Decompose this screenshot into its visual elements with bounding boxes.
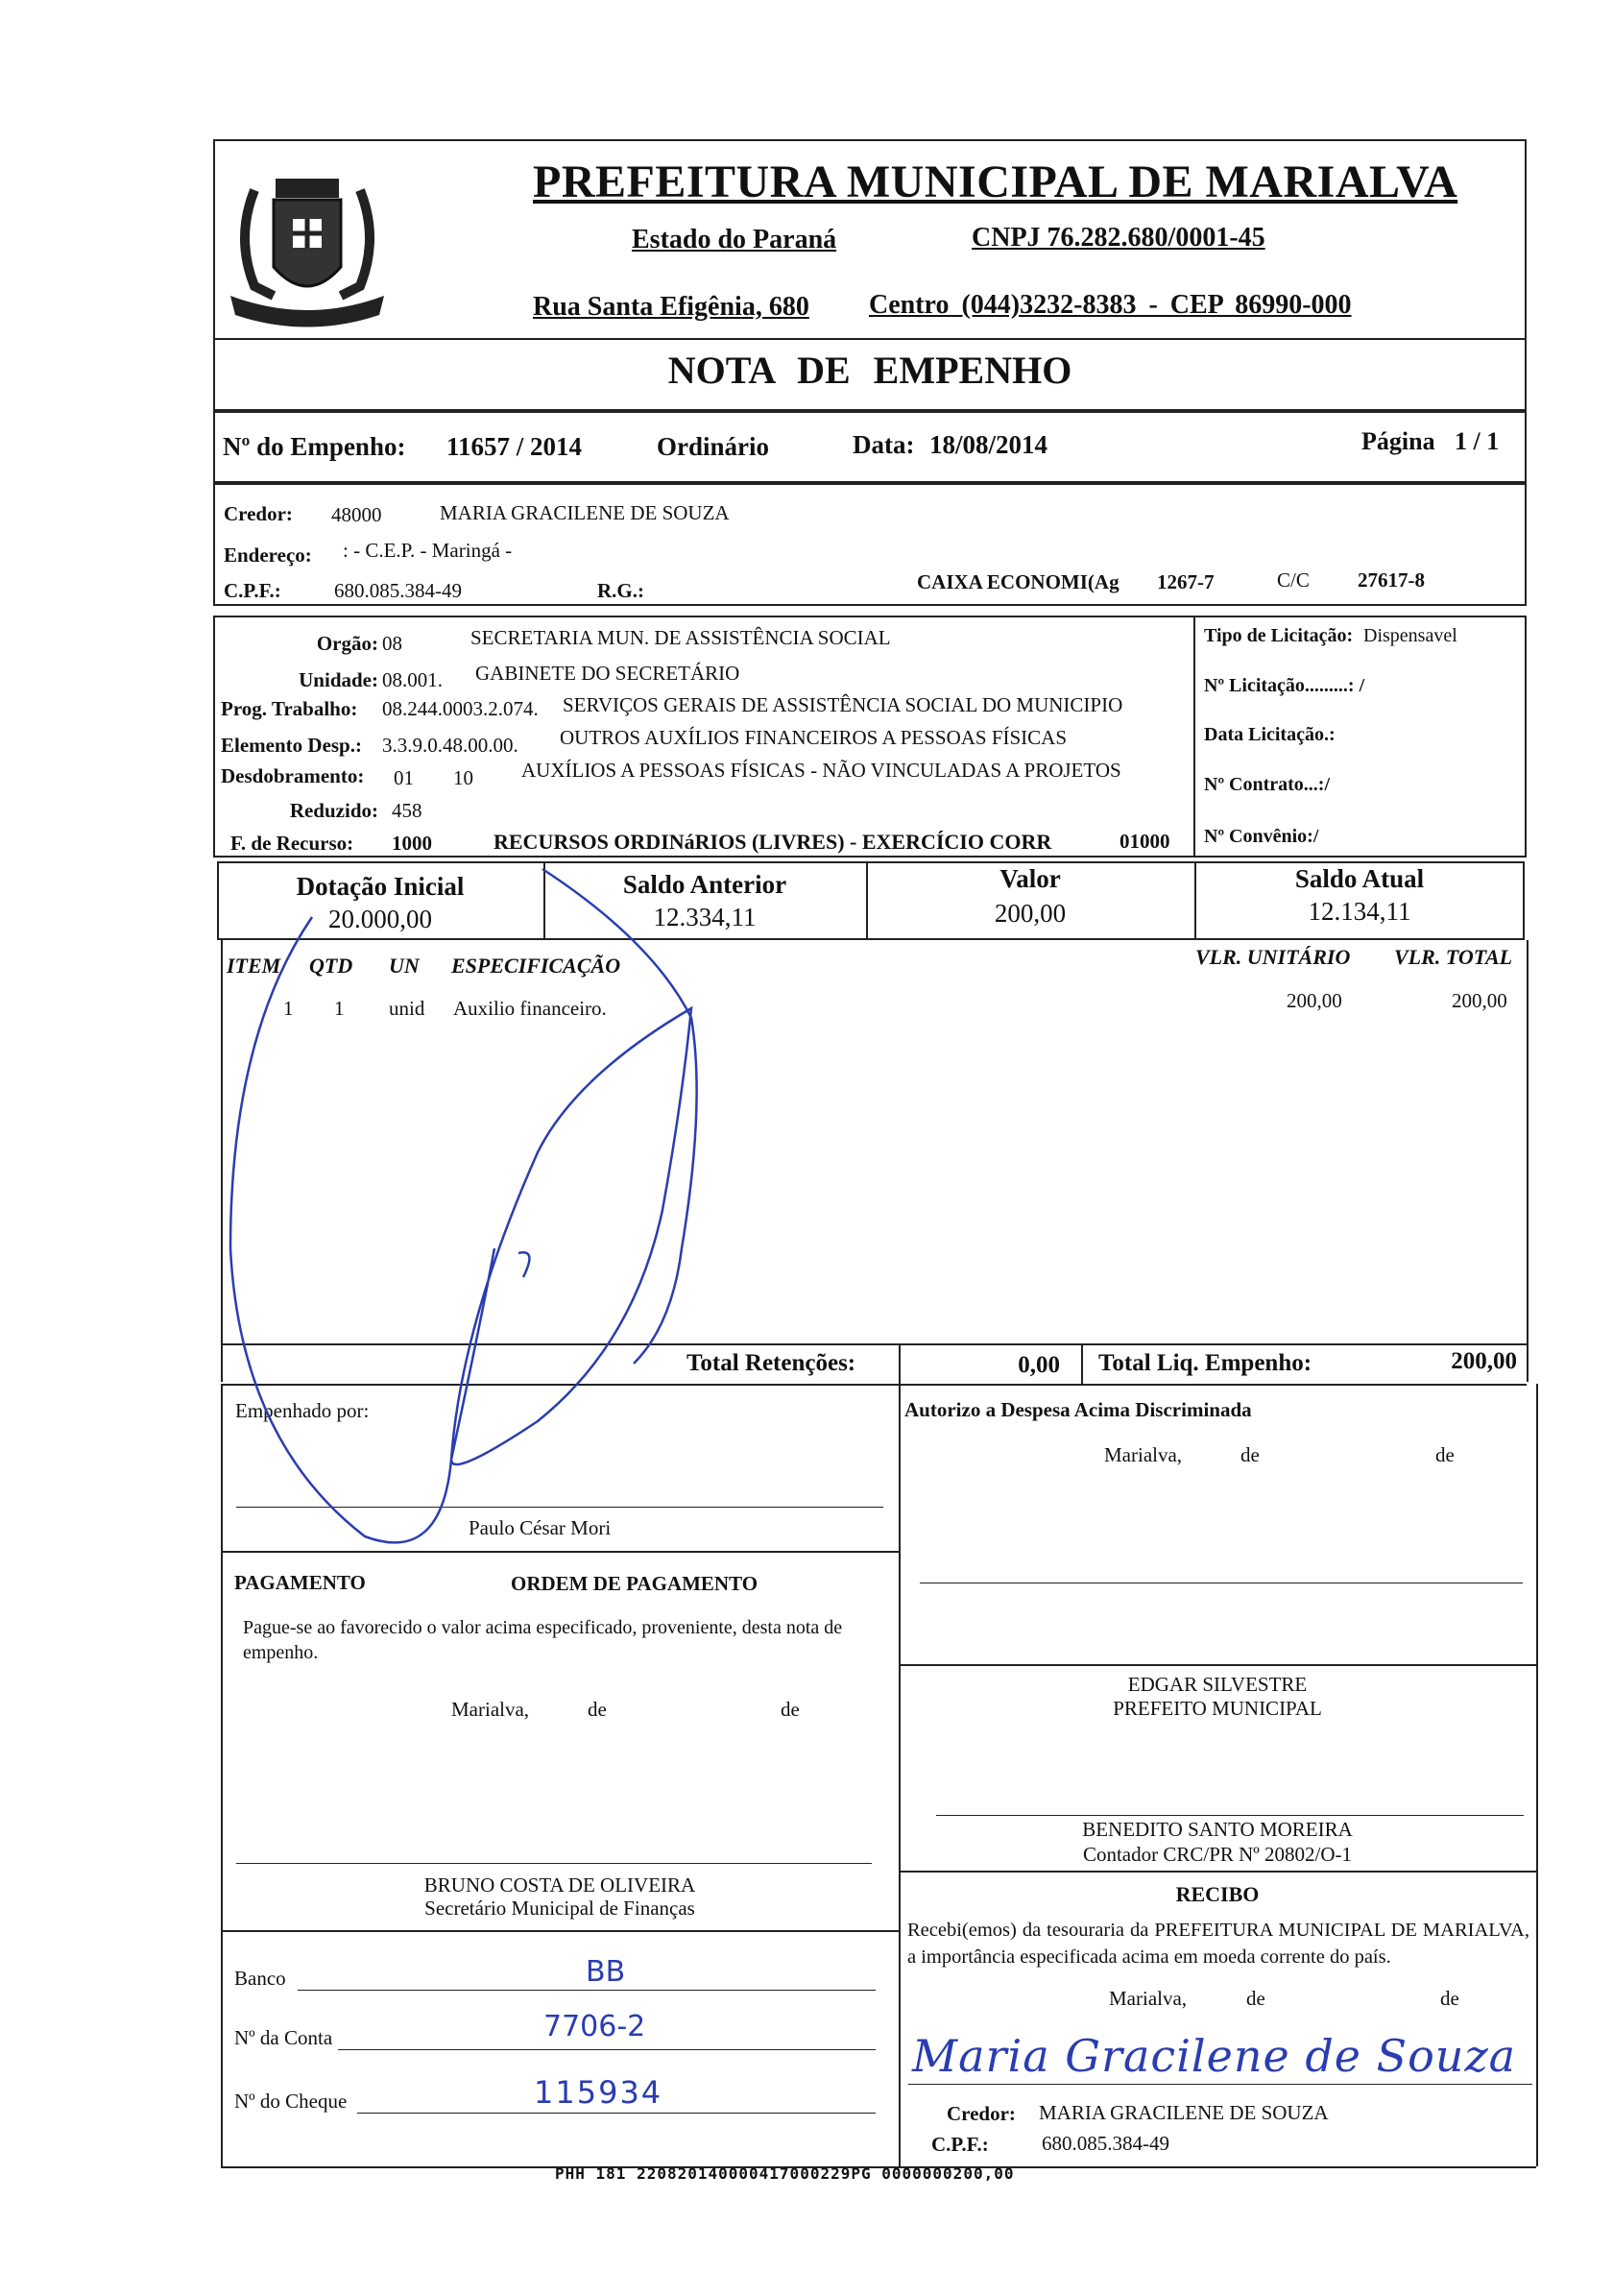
recurso-name: RECURSOS ORDINáRIOS (LIVRES) - EXERCÍCIO CORR	[494, 830, 1052, 854]
rg-label: R.G.:	[597, 579, 644, 602]
endereco-label: Endereço:	[224, 544, 312, 567]
pagamento-label: PAGAMENTO	[234, 1571, 366, 1594]
contador-name: BENEDITO SANTO MOREIRA	[1082, 1818, 1353, 1841]
pagamento-de1: de	[588, 1698, 607, 1721]
document-title: NOTA DE EMPENHO	[667, 349, 1072, 392]
pagamento-de2: de	[781, 1698, 800, 1721]
recurso-code: 1000	[392, 832, 432, 855]
municipality-title: PREFEITURA MUNICIPAL DE MARIALVA	[533, 157, 1458, 207]
cc-label: C/C	[1277, 568, 1310, 592]
credor-name: MARIA GRACILENE DE SOUZA	[440, 501, 730, 524]
state-name: Estado do Paraná	[632, 225, 837, 254]
recurso-sub: 01000	[1119, 830, 1170, 853]
elemento-name: OUTROS AUXÍLIOS FINANCEIROS A PESSOAS FÍSICAS	[560, 726, 1068, 749]
empenhado-name: Paulo César Mori	[469, 1516, 612, 1539]
secretary-title: Secretário Municipal de Finanças	[424, 1897, 695, 1920]
saldo-atual-value: 12.134,11	[1308, 897, 1411, 926]
district-phone-cep: Centro (044)3232-8383 - CEP 86990-000	[869, 290, 1352, 320]
empenho-number-label: Nº do Empenho:	[223, 432, 406, 461]
contador-title: Contador CRC/PR Nº 20802/O-1	[1082, 1843, 1353, 1866]
empenho-date: 18/08/2014	[929, 430, 1048, 459]
page-number: 1 / 1	[1455, 427, 1500, 455]
cnpj: CNPJ 76.282.680/0001-45	[972, 223, 1265, 253]
item-un: unid	[389, 997, 425, 1020]
valor-value: 200,00	[994, 899, 1067, 928]
prog-name: SERVIÇOS GERAIS DE ASSISTÊNCIA SOCIAL DO MUNICIPIO	[563, 693, 1123, 716]
endereco-value: : - C.E.P. - Maringá -	[343, 539, 513, 562]
recibo-cpf-label: C.P.F.:	[931, 2133, 989, 2156]
orgao-code: 08	[382, 632, 402, 655]
reduzido-label: Reduzido:	[289, 799, 378, 822]
reduzido-value: 458	[392, 799, 422, 822]
saldo-anterior-label: Saldo Anterior	[622, 870, 787, 899]
item-number: 1	[283, 997, 294, 1020]
cpf-value: 680.085.384-49	[334, 579, 462, 602]
desdobramento-code: 01	[394, 766, 414, 789]
cc-account: 27617-8	[1358, 568, 1425, 592]
conta-label: Nº da Conta	[234, 2026, 333, 2049]
col-qtd: QTD	[309, 954, 353, 978]
orgao-label: Orgão:	[316, 632, 378, 655]
creditor-signature: Maria Gracilene de Souza	[912, 2030, 1517, 2082]
desdobramento-sub: 10	[453, 766, 473, 789]
page-label: Página	[1361, 427, 1435, 455]
ordem-pagamento-label: ORDEM DE PAGAMENTO	[511, 1572, 758, 1595]
desdobramento-label: Desdobramento:	[221, 764, 365, 787]
saldo-atual-label: Saldo Atual	[1294, 864, 1425, 893]
convenio-label: Nº Convênio:/	[1204, 826, 1319, 847]
credor-label: Credor:	[224, 502, 293, 525]
prog-code: 08.244.0003.2.074.	[382, 697, 539, 720]
municipal-coat-of-arms-icon	[216, 152, 398, 334]
item-vlr-total: 200,00	[1452, 989, 1507, 1012]
recibo-credor-label: Credor:	[947, 2102, 1016, 2125]
total-retencoes-value: 0,00	[1018, 1352, 1060, 1378]
licitacao-date-label: Data Licitação.:	[1204, 724, 1336, 745]
mayor-title: PREFEITO MUNICIPAL	[1113, 1697, 1322, 1720]
unidade-label: Unidade:	[299, 668, 378, 691]
autorizo-de2: de	[1435, 1443, 1455, 1466]
item-vlr-unitario: 200,00	[1287, 989, 1342, 1012]
cheque-label: Nº do Cheque	[234, 2090, 348, 2113]
recibo-cpf: 680.085.384-49	[1042, 2132, 1169, 2155]
elemento-label: Elemento Desp.:	[221, 734, 362, 757]
empenho-type: Ordinário	[657, 432, 770, 461]
col-especificacao: ESPECIFICAÇÃO	[451, 954, 621, 978]
banco-value: BB	[586, 1955, 626, 1989]
autorizo-de1: de	[1240, 1443, 1260, 1466]
elemento-code: 3.3.9.0.48.00.00.	[382, 734, 518, 757]
footer-code: PHH 181 220820140000417000229PG 0000000200,00	[555, 2164, 1015, 2183]
item-qtd: 1	[334, 997, 345, 1020]
bank-name: CAIXA ECONOMI(Ag	[917, 570, 1119, 593]
recibo-title: RECIBO	[1175, 1882, 1260, 1906]
cheque-value: 115934	[534, 2074, 663, 2111]
desdobramento-name: AUXÍLIOS A PESSOAS FÍSICAS - NÃO VINCULADAS A PROJETOS	[521, 759, 1121, 782]
col-vlr-total: VLR. TOTAL	[1394, 945, 1513, 969]
mayor-name: EDGAR SILVESTRE	[1127, 1673, 1308, 1696]
item-especificacao: Auxilio financeiro.	[453, 997, 607, 1020]
pagamento-place: Marialva,	[451, 1698, 530, 1721]
licitacao-number-label: Nº Licitação.........: /	[1204, 675, 1365, 696]
valor-label: Valor	[999, 864, 1061, 893]
recibo-de2: de	[1440, 1987, 1459, 2010]
conta-value: 7706-2	[543, 2010, 646, 2043]
saldo-anterior-value: 12.334,11	[653, 903, 757, 931]
dotacao-label: Dotação Inicial	[296, 872, 465, 901]
pagamento-text: Pague-se ao favorecido o valor acima especificado, proveniente, desta nota de empenho.	[243, 1617, 843, 1663]
orgao-name: SECRETARIA MUN. DE ASSISTÊNCIA SOCIAL	[470, 626, 891, 649]
col-un: UN	[389, 954, 420, 978]
licitacao-type-label: Tipo de Licitação:	[1204, 625, 1354, 646]
recibo-place: Marialva,	[1109, 1987, 1188, 2010]
recibo-de1: de	[1246, 1987, 1265, 2010]
recibo-text: Recebi(emos) da tesouraria da PREFEITURA MUNICIPAL DE MARIALVA, a importância especificada acima em moeda corrente do país.	[907, 1920, 1529, 1968]
dotacao-value: 20.000,00	[328, 905, 432, 933]
banco-label: Banco	[234, 1967, 286, 1990]
unidade-code: 08.001.	[382, 668, 443, 691]
empenhado-label: Empenhado por:	[235, 1399, 370, 1422]
empenho-number: 11657 / 2014	[446, 432, 583, 461]
recurso-label: F. de Recurso:	[230, 832, 354, 855]
contrato-label: Nº Contrato...:/	[1204, 774, 1331, 795]
total-liq-label: Total Liq. Empenho:	[1098, 1350, 1312, 1376]
total-liq-value: 200,00	[1451, 1348, 1517, 1374]
autorizo-place: Marialva,	[1104, 1443, 1183, 1466]
credor-code: 48000	[331, 503, 382, 526]
cpf-label: C.P.F.:	[224, 579, 281, 602]
recibo-credor-name: MARIA GRACILENE DE SOUZA	[1039, 2101, 1329, 2124]
autorizo-label: Autorizo a Despesa Acima Discriminada	[904, 1398, 1252, 1421]
unidade-name: GABINETE DO SECRETÁRIO	[475, 662, 740, 685]
total-retencoes-label: Total Retenções:	[686, 1350, 856, 1376]
bank-agency: 1267-7	[1157, 570, 1215, 593]
address: Rua Santa Efigênia, 680	[533, 292, 809, 322]
col-vlr-unitario: VLR. UNITÁRIO	[1195, 945, 1351, 969]
prog-label: Prog. Trabalho:	[221, 697, 358, 720]
licitacao-type: Dispensavel	[1363, 625, 1457, 646]
secretary-name: BRUNO COSTA DE OLIVEIRA	[423, 1873, 696, 1897]
date-label: Data:	[853, 430, 915, 459]
col-item: ITEM	[227, 954, 281, 978]
